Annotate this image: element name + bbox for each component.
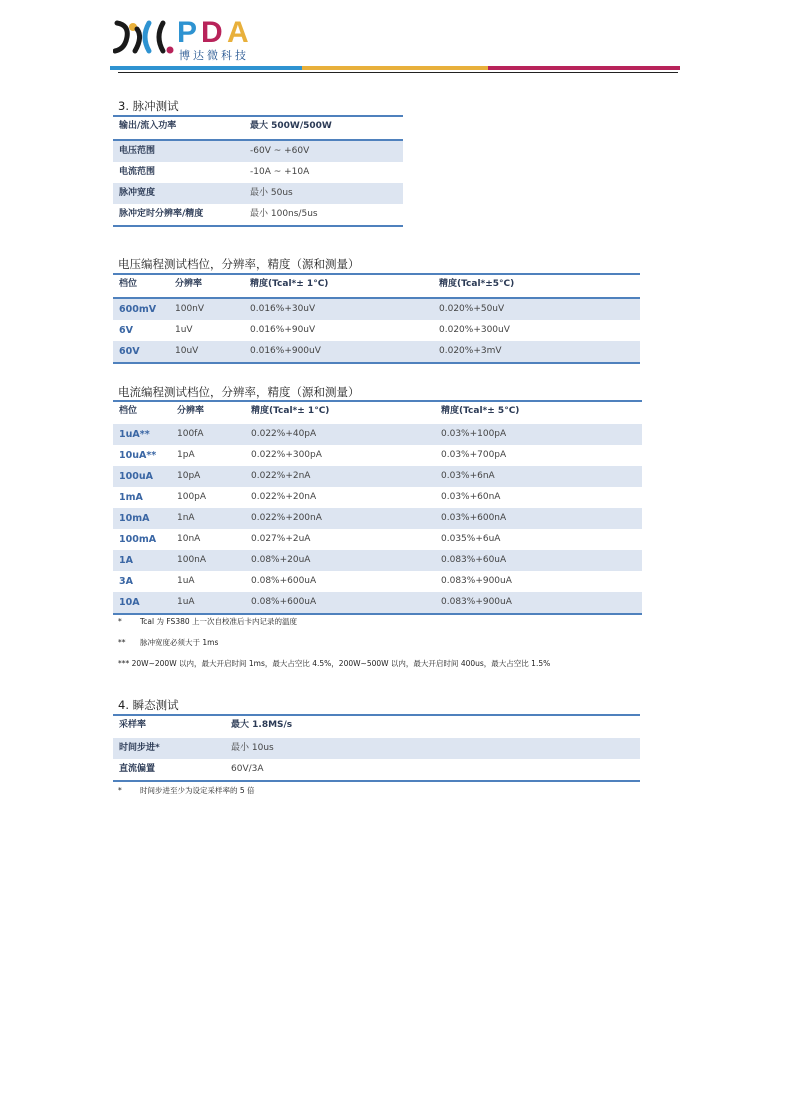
voltage-accuracy-1c: 0.016%+30uV bbox=[250, 304, 316, 314]
pulse-row-label: 电压范围 bbox=[119, 146, 156, 156]
table-row bbox=[113, 141, 403, 162]
current-resolution: 100fA bbox=[177, 429, 204, 439]
voltage-resolution: 100nV bbox=[175, 304, 205, 314]
voltage-resolution: 10uV bbox=[175, 346, 199, 356]
transient-header-value: 最大 1.8MS/s bbox=[231, 720, 293, 730]
current-accuracy-1c: 0.08%+20uA bbox=[251, 555, 311, 565]
pulse-section-title: 3. 脉冲测试 bbox=[118, 99, 179, 113]
footnote-text: Tcal 为 FS380 上一次自校准后卡内记录的温度 bbox=[140, 617, 298, 626]
header-bar-yellow bbox=[302, 66, 488, 70]
current-accuracy-1c: 0.08%+600uA bbox=[251, 597, 317, 607]
transient-row-value: 60V/3A bbox=[231, 764, 264, 774]
table-row bbox=[113, 466, 642, 487]
current-resolution: 10pA bbox=[177, 471, 201, 481]
voltage-table bbox=[113, 273, 640, 364]
current-col-accuracy-5c: 精度(Tcal*± 5°C) bbox=[441, 406, 520, 416]
current-accuracy-5c: 0.03%+700pA bbox=[441, 450, 507, 460]
transient-row-label: 时间步进* bbox=[119, 743, 160, 753]
table-row bbox=[113, 592, 642, 613]
table-row bbox=[113, 508, 642, 529]
header-bar-blue bbox=[110, 66, 302, 70]
footnote-time-step bbox=[118, 785, 255, 796]
current-accuracy-1c: 0.022%+2nA bbox=[251, 471, 311, 481]
current-resolution: 100nA bbox=[177, 555, 207, 565]
footnote-text: 时间步进至少为设定采样率的 5 倍 bbox=[140, 786, 255, 795]
current-accuracy-5c: 0.083%+900uA bbox=[441, 576, 512, 586]
logo-letter-d: D bbox=[201, 17, 223, 47]
table-row bbox=[113, 487, 642, 508]
logo-chinese-name: 博达微科技 bbox=[179, 49, 249, 62]
pulse-row-label: 脉冲宽度 bbox=[119, 188, 156, 198]
transient-section-title: 4. 瞬态测试 bbox=[118, 698, 179, 712]
current-accuracy-5c: 0.035%+6uA bbox=[441, 534, 501, 544]
current-accuracy-1c: 0.022%+200nA bbox=[251, 513, 322, 523]
pulse-row-value: -10A ~ +10A bbox=[250, 167, 310, 177]
table-row bbox=[113, 529, 642, 550]
current-range: 10uA** bbox=[119, 450, 157, 461]
current-col-resolution: 分辨率 bbox=[177, 406, 205, 416]
voltage-accuracy-1c: 0.016%+900uV bbox=[250, 346, 321, 356]
current-col-range: 档位 bbox=[119, 406, 138, 416]
voltage-accuracy-5c: 0.020%+3mV bbox=[439, 346, 502, 356]
voltage-table-header bbox=[113, 273, 640, 299]
current-resolution: 10nA bbox=[177, 534, 201, 544]
pulse-header-value: 最大 500W/500W bbox=[250, 121, 332, 131]
current-accuracy-5c: 0.083%+60uA bbox=[441, 555, 507, 565]
logo-letter-p: P bbox=[177, 17, 198, 47]
current-accuracy-5c: 0.03%+600nA bbox=[441, 513, 507, 523]
current-range: 1uA** bbox=[119, 429, 150, 440]
current-range: 10mA bbox=[119, 513, 150, 524]
voltage-range: 6V bbox=[119, 325, 133, 336]
pulse-row-value: -60V ~ +60V bbox=[250, 146, 310, 156]
current-table bbox=[113, 400, 642, 615]
footnote-mark: ** bbox=[118, 638, 126, 647]
footnote-text: 20W~200W 以内，最大开启时间 1ms，最大占空比 4.5%，200W~500W 以内，最大开启时间 400us，最大占空比 1.5% bbox=[131, 659, 551, 668]
current-accuracy-1c: 0.022%+40pA bbox=[251, 429, 317, 439]
footnote-power-limits bbox=[118, 658, 550, 669]
table-row bbox=[113, 571, 642, 592]
table-row bbox=[113, 183, 403, 204]
table-row bbox=[113, 341, 640, 362]
current-accuracy-5c: 0.083%+900uA bbox=[441, 597, 512, 607]
current-resolution: 1uA bbox=[177, 597, 195, 607]
current-accuracy-1c: 0.022%+300pA bbox=[251, 450, 322, 460]
voltage-accuracy-1c: 0.016%+90uV bbox=[250, 325, 316, 335]
pulse-row-label: 电流范围 bbox=[119, 167, 156, 177]
current-accuracy-1c: 0.08%+600uA bbox=[251, 576, 317, 586]
current-accuracy-1c: 0.027%+2uA bbox=[251, 534, 311, 544]
voltage-accuracy-5c: 0.020%+300uV bbox=[439, 325, 510, 335]
company-logo bbox=[113, 17, 273, 61]
current-range: 100mA bbox=[119, 534, 157, 545]
header-bar-magenta bbox=[488, 66, 680, 70]
table-row bbox=[113, 162, 403, 183]
current-resolution: 100pA bbox=[177, 492, 207, 502]
footnote-mark: * bbox=[118, 786, 122, 795]
table-row bbox=[113, 550, 642, 571]
logo-letter-a: A bbox=[227, 17, 249, 47]
pulse-table-header bbox=[113, 115, 403, 141]
transient-row-value: 最小 10us bbox=[231, 743, 274, 753]
table-row bbox=[113, 299, 640, 320]
current-table-header bbox=[113, 400, 642, 424]
logo-pda-text-icon bbox=[177, 17, 257, 47]
pulse-header-label: 输出/流入功率 bbox=[119, 121, 177, 131]
current-range: 10A bbox=[119, 597, 140, 608]
current-range: 1A bbox=[119, 555, 133, 566]
table-row bbox=[113, 204, 403, 225]
header-rule bbox=[118, 72, 678, 73]
pulse-row-value: 最小 100ns/5us bbox=[250, 209, 318, 219]
pulse-row-value: 最小 50us bbox=[250, 188, 293, 198]
transient-table bbox=[113, 714, 640, 782]
table-row bbox=[113, 738, 640, 759]
pulse-row-label: 脉冲定时分辨率/精度 bbox=[119, 209, 204, 219]
footnote-mark: *** bbox=[118, 659, 130, 668]
current-range: 1mA bbox=[119, 492, 143, 503]
voltage-range: 60V bbox=[119, 346, 140, 357]
current-accuracy-5c: 0.03%+6nA bbox=[441, 471, 495, 481]
table-row bbox=[113, 320, 640, 341]
footnote-text: 脉冲宽度必须大于 1ms bbox=[140, 638, 219, 647]
current-resolution: 1uA bbox=[177, 576, 195, 586]
table-row bbox=[113, 759, 640, 780]
voltage-col-range: 档位 bbox=[119, 279, 138, 289]
footnote-tcal bbox=[118, 616, 297, 627]
current-col-accuracy-1c: 精度(Tcal*± 1°C) bbox=[251, 406, 330, 416]
voltage-col-accuracy-1c: 精度(Tcal*± 1°C) bbox=[250, 279, 329, 289]
current-resolution: 1nA bbox=[177, 513, 195, 523]
pulse-table bbox=[113, 115, 403, 227]
current-section-title: 电流编程测试档位，分辨率，精度（源和测量） bbox=[118, 385, 360, 399]
current-resolution: 1pA bbox=[177, 450, 195, 460]
voltage-section-title: 电压编程测试档位，分辨率，精度（源和测量） bbox=[118, 257, 360, 271]
table-row bbox=[113, 445, 642, 466]
current-accuracy-5c: 0.03%+60nA bbox=[441, 492, 501, 502]
footnote-pulse-width bbox=[118, 637, 218, 648]
transient-row-label: 直流偏置 bbox=[119, 764, 156, 774]
current-range: 3A bbox=[119, 576, 133, 587]
transient-table-header bbox=[113, 714, 640, 738]
current-range: 100uA bbox=[119, 471, 153, 482]
footnote-mark: * bbox=[118, 617, 122, 626]
voltage-resolution: 1uV bbox=[175, 325, 193, 335]
voltage-range: 600mV bbox=[119, 304, 157, 315]
voltage-col-resolution: 分辨率 bbox=[175, 279, 203, 289]
table-row bbox=[113, 424, 642, 445]
voltage-col-accuracy-5c: 精度(Tcal*±5°C) bbox=[439, 279, 515, 289]
transient-header-label: 采样率 bbox=[119, 720, 147, 730]
current-accuracy-1c: 0.022%+20nA bbox=[251, 492, 317, 502]
logo-mark-icon bbox=[113, 17, 175, 57]
current-accuracy-5c: 0.03%+100pA bbox=[441, 429, 507, 439]
voltage-accuracy-5c: 0.020%+50uV bbox=[439, 304, 505, 314]
